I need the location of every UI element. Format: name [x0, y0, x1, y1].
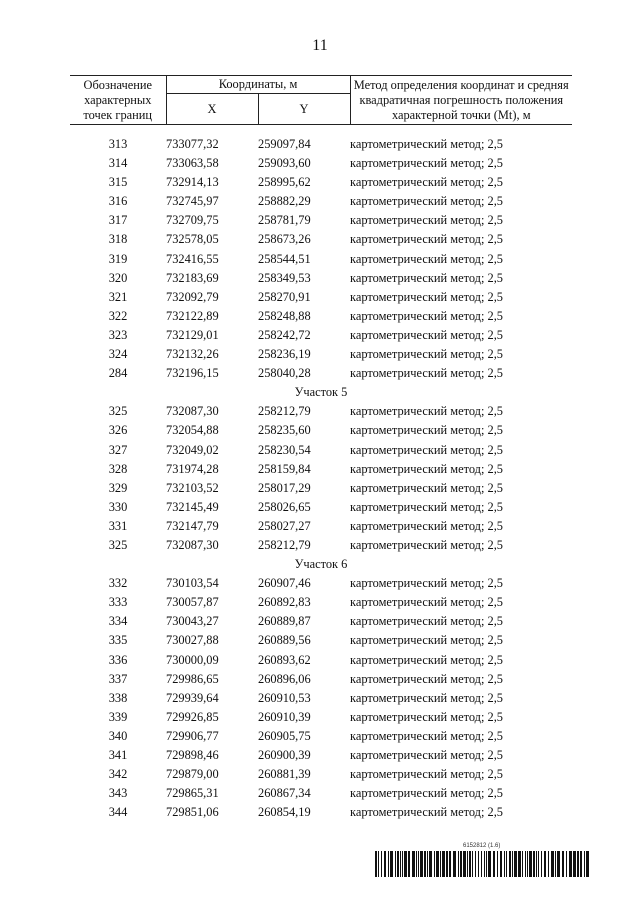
coord-x: 729898,46 — [166, 748, 219, 762]
coord-y: 260892,83 — [258, 595, 311, 610]
coord-x: 732147,79 — [166, 518, 219, 533]
point-number: 320 — [108, 270, 128, 285]
coord-x: 732196,15 — [166, 366, 219, 381]
table-body — [70, 125, 572, 823]
coord-y: 258781,79 — [258, 213, 311, 228]
barcode-icon — [375, 851, 590, 877]
method-cell: картометрический метод; 2,5 — [350, 156, 503, 171]
method-cell: картометрический метод; 2,5 — [350, 748, 503, 762]
coord-x: 732092,79 — [166, 289, 219, 304]
coord-y: 259093,60 — [258, 156, 311, 171]
method-cell: картометрический метод; 2,5 — [350, 270, 503, 285]
table-row — [70, 441, 572, 460]
point-number: 344 — [108, 805, 128, 820]
point-number: 323 — [108, 327, 128, 342]
coord-x: 732129,01 — [166, 327, 219, 342]
table-row — [70, 460, 572, 479]
table-row — [70, 803, 572, 822]
point-number: 330 — [108, 499, 128, 514]
header-coordinates: Координаты, м — [166, 76, 350, 94]
table-row — [70, 574, 572, 593]
coord-y: 258544,51 — [258, 251, 311, 266]
coord-x: 732087,30 — [166, 537, 219, 552]
method-cell: картометрический метод; 2,5 — [350, 786, 503, 801]
header-x: X — [166, 94, 258, 125]
table-row — [70, 230, 572, 249]
method-cell: картометрический метод; 2,5 — [350, 327, 503, 342]
method-cell: картометрический метод; 2,5 — [350, 404, 503, 419]
point-number: 322 — [108, 308, 128, 323]
table-row — [70, 421, 572, 440]
table-row — [70, 708, 572, 727]
coord-y: 260889,56 — [258, 633, 311, 648]
method-cell: картометрический метод; 2,5 — [350, 289, 503, 304]
section-header-row — [70, 383, 572, 402]
table-row — [70, 784, 572, 803]
coord-y: 258235,60 — [258, 423, 311, 438]
coord-y: 258349,53 — [258, 270, 311, 285]
coord-x: 729986,65 — [166, 671, 219, 686]
header-method: Метод определения координат и средняя квадратичная погрешность положения характерной точки (Mt), м — [350, 76, 572, 125]
table-row — [70, 631, 572, 650]
point-number: 341 — [108, 748, 128, 762]
table-row — [70, 536, 572, 555]
coord-y: 260907,46 — [258, 576, 311, 591]
method-cell: картометрический метод; 2,5 — [350, 175, 503, 190]
coord-y: 260867,34 — [258, 786, 311, 801]
point-number: 338 — [108, 690, 128, 705]
coord-x: 732416,55 — [166, 251, 219, 266]
coord-x: 732914,13 — [166, 175, 219, 190]
coord-x: 729906,77 — [166, 728, 219, 743]
coord-x: 729926,85 — [166, 709, 219, 724]
coord-y: 258230,54 — [258, 442, 311, 457]
method-cell: картометрический метод; 2,5 — [350, 518, 503, 533]
coord-y: 258212,79 — [258, 537, 311, 552]
coord-y: 258236,19 — [258, 347, 311, 362]
point-number: 332 — [108, 576, 128, 591]
coord-y: 258242,72 — [258, 327, 311, 342]
coord-y: 258270,91 — [258, 289, 311, 304]
point-number: 334 — [108, 614, 128, 629]
point-number: 313 — [108, 137, 128, 151]
table-row — [70, 670, 572, 689]
coord-x: 732049,02 — [166, 442, 219, 457]
coordinates-table — [70, 75, 572, 822]
method-cell: картометрический метод; 2,5 — [350, 576, 503, 591]
coord-x: 732122,89 — [166, 308, 219, 323]
table-row — [70, 746, 572, 765]
coord-x: 732103,52 — [166, 480, 219, 495]
barcode-label: 6152812 (1.6) — [463, 843, 501, 849]
method-cell: картометрический метод; 2,5 — [350, 423, 503, 438]
section-header-row — [70, 555, 572, 574]
table-row — [70, 765, 572, 784]
method-cell: картометрический метод; 2,5 — [350, 652, 503, 667]
coord-y: 258673,26 — [258, 232, 311, 247]
point-number: 340 — [108, 728, 128, 743]
table-row — [70, 689, 572, 708]
coord-y: 260893,62 — [258, 652, 311, 667]
table-row — [70, 269, 572, 288]
point-number: 314 — [108, 156, 128, 171]
coord-y: 260881,39 — [258, 767, 311, 782]
point-number: 331 — [108, 518, 128, 533]
table-row — [70, 154, 572, 173]
point-number: 315 — [108, 175, 128, 190]
point-number: 284 — [108, 366, 128, 381]
coord-x: 732054,88 — [166, 423, 219, 438]
point-number: 336 — [108, 652, 128, 667]
section-label: Участок 5 — [294, 385, 348, 400]
coord-y: 260905,75 — [258, 728, 311, 743]
coord-y: 258159,84 — [258, 461, 311, 476]
table-row — [70, 364, 572, 383]
point-number: 325 — [108, 404, 128, 419]
table-row — [70, 517, 572, 536]
coord-x: 732745,97 — [166, 194, 219, 209]
table-row — [70, 250, 572, 269]
coord-x: 729879,00 — [166, 767, 219, 782]
coord-x: 730000,09 — [166, 652, 219, 667]
point-number: 325 — [108, 537, 128, 552]
coord-x: 732709,75 — [166, 213, 219, 228]
coord-y: 258212,79 — [258, 404, 311, 419]
coord-y: 260910,39 — [258, 709, 311, 724]
coord-y: 258027,27 — [258, 518, 311, 533]
method-cell: картометрический метод; 2,5 — [350, 805, 503, 820]
point-number: 337 — [108, 671, 128, 686]
point-number: 328 — [108, 461, 128, 476]
method-cell: картометрический метод; 2,5 — [350, 442, 503, 457]
method-cell: картометрический метод; 2,5 — [350, 213, 503, 228]
coord-x: 729865,31 — [166, 786, 219, 801]
header-designation: Обозначение характерных точек границ — [70, 76, 166, 125]
coord-x: 730057,87 — [166, 595, 219, 610]
coord-x: 731974,28 — [166, 461, 219, 476]
point-number: 343 — [108, 786, 128, 801]
method-cell: картометрический метод; 2,5 — [350, 690, 503, 705]
method-cell: картометрический метод; 2,5 — [350, 537, 503, 552]
coord-x: 733077,32 — [166, 137, 219, 151]
point-number: 318 — [108, 232, 128, 247]
coord-y: 259097,84 — [258, 137, 311, 151]
method-cell: картометрический метод; 2,5 — [350, 461, 503, 476]
point-number: 342 — [108, 767, 128, 782]
table-row — [70, 345, 572, 364]
coord-x: 732145,49 — [166, 499, 219, 514]
method-cell: картометрический метод; 2,5 — [350, 194, 503, 209]
table-row — [70, 288, 572, 307]
table-row — [70, 326, 572, 345]
method-cell: картометрический метод; 2,5 — [350, 728, 503, 743]
coord-x: 729939,64 — [166, 690, 219, 705]
point-number: 335 — [108, 633, 128, 648]
coord-y: 258248,88 — [258, 308, 311, 323]
coord-x: 732578,05 — [166, 232, 219, 247]
header-y: Y — [258, 94, 350, 125]
table-row — [70, 498, 572, 517]
point-number: 317 — [108, 213, 128, 228]
page-number: 11 — [312, 37, 328, 54]
table-row — [70, 211, 572, 230]
point-number: 316 — [108, 194, 128, 209]
method-cell: картометрический метод; 2,5 — [350, 767, 503, 782]
method-cell: картометрический метод; 2,5 — [350, 366, 503, 381]
table-row — [70, 727, 572, 746]
table-row — [70, 651, 572, 670]
coord-y: 260896,06 — [258, 671, 311, 686]
method-cell: картометрический метод; 2,5 — [350, 137, 503, 151]
coord-y: 258040,28 — [258, 366, 311, 381]
method-cell: картометрический метод; 2,5 — [350, 633, 503, 648]
point-number: 326 — [108, 423, 128, 438]
coord-y: 258017,29 — [258, 480, 311, 495]
table-row — [70, 402, 572, 421]
method-cell: картометрический метод; 2,5 — [350, 614, 503, 629]
coord-y: 260910,53 — [258, 690, 311, 705]
method-cell: картометрический метод; 2,5 — [350, 480, 503, 495]
coord-x: 730043,27 — [166, 614, 219, 629]
point-number: 333 — [108, 595, 128, 610]
table-row — [70, 135, 572, 154]
coord-x: 732183,69 — [166, 270, 219, 285]
point-number: 329 — [108, 480, 128, 495]
point-number: 339 — [108, 709, 128, 724]
coord-y: 258995,62 — [258, 175, 311, 190]
coord-y: 260854,19 — [258, 805, 311, 820]
coord-x: 732087,30 — [166, 404, 219, 419]
table-row — [70, 173, 572, 192]
point-number: 324 — [108, 347, 128, 362]
table-row — [70, 307, 572, 326]
method-cell: картометрический метод; 2,5 — [350, 232, 503, 247]
coord-y: 260900,39 — [258, 748, 311, 762]
table-row — [70, 192, 572, 211]
table-row — [70, 593, 572, 612]
coord-x: 732132,26 — [166, 347, 219, 362]
table-row — [70, 612, 572, 631]
method-cell: картометрический метод; 2,5 — [350, 671, 503, 686]
method-cell: картометрический метод; 2,5 — [350, 595, 503, 610]
method-cell: картометрический метод; 2,5 — [350, 347, 503, 362]
coord-x: 733063,58 — [166, 156, 219, 171]
coord-x: 730103,54 — [166, 576, 219, 591]
barcode-block — [375, 843, 590, 877]
coord-x: 729851,06 — [166, 805, 219, 820]
section-label: Участок 6 — [294, 557, 348, 572]
method-cell: картометрический метод; 2,5 — [350, 709, 503, 724]
point-number: 327 — [108, 442, 128, 457]
coord-y: 258882,29 — [258, 194, 311, 209]
method-cell: картометрический метод; 2,5 — [350, 251, 503, 266]
coord-y: 260889,87 — [258, 614, 311, 629]
coord-x: 730027,88 — [166, 633, 219, 648]
table-row — [70, 479, 572, 498]
point-number: 319 — [108, 251, 128, 266]
method-cell: картометрический метод; 2,5 — [350, 308, 503, 323]
point-number: 321 — [108, 289, 128, 304]
method-cell: картометрический метод; 2,5 — [350, 499, 503, 514]
coord-y: 258026,65 — [258, 499, 311, 514]
